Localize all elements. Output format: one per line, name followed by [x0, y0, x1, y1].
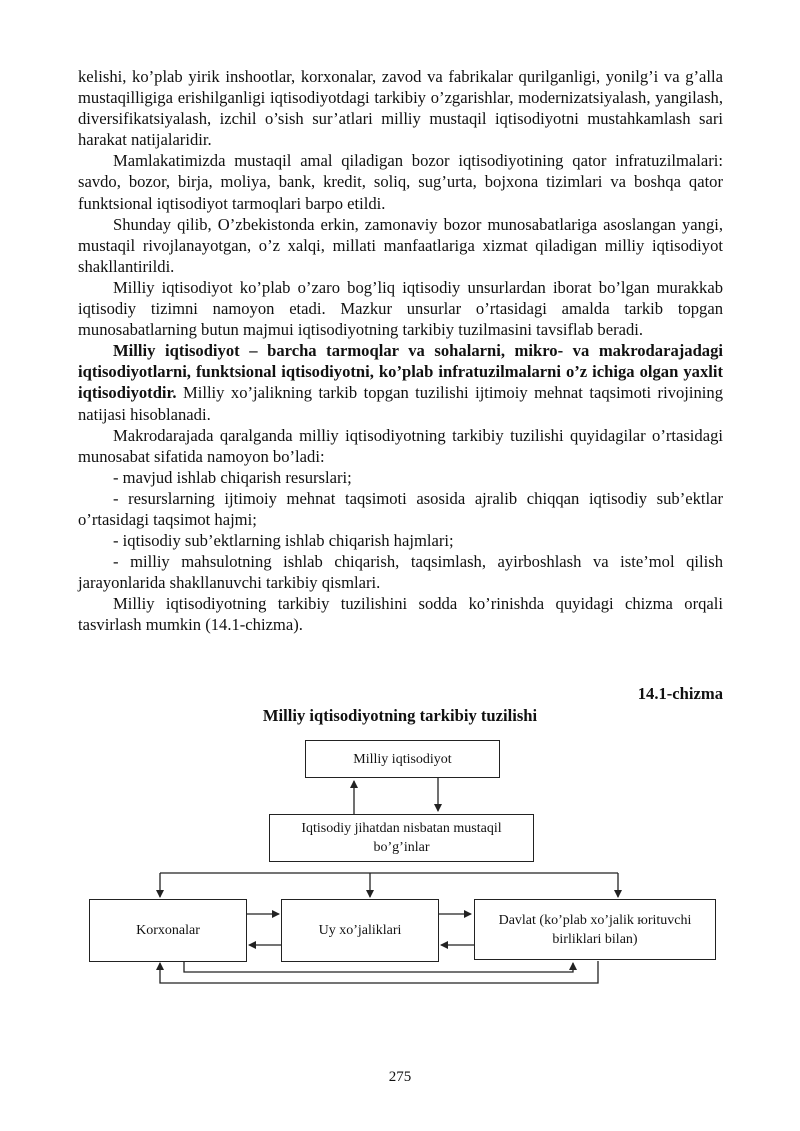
list-item: - iqtisodiy sub’ektlarning ishlab chiqarish hajmlari;: [113, 531, 454, 551]
paragraph: Shunday qilib, O’zbekistonda erkin, zamonaviy bozor munosabatlariga asoslangan yangi, mustaqil rivojlanayotgan, o’z xalqi, millati manfaatlariga xizmat qiladigan milliy iqtisodiyot shakllantirildi.: [78, 214, 723, 276]
paragraph: Mamlakatimizda mustaqil amal qiladigan bozor iqtisodiyotining qator infratuzilmalari: savdo, bozor, birja, moliya, bank, kredit, soliq, sug’urta, bojxona tizimlari va boshqa qator funktsional iqtisodiyot tarmoqlari barpo etildi.: [78, 151, 723, 213]
box-milliy-iqtisodiyot: Milliy iqtisodiyot: [305, 740, 500, 778]
definition-rest: Milliy xo’jalikning tarkib topgan tuzilishi ijtimoiy mehnat taqsimoti rivojining natijasi hisoblanadi.: [78, 383, 723, 424]
paragraph: Milliy iqtisodiyotning tarkibiy tuzilishini sodda ko’rinishda quyidagi chizma orqali tasvirlash mumkin (14.1-chizma).: [78, 594, 723, 635]
figure-title: Milliy iqtisodiyotning tarkibiy tuzilishi: [262, 706, 538, 725]
box-uy-xojaliklari: Uy xo’jaliklari: [281, 899, 439, 962]
figure-number: 14.1-chizma: [637, 684, 723, 703]
page-number: 275: [388, 1069, 412, 1085]
list-item: - mavjud ishlab chiqarish resurslari;: [113, 467, 352, 487]
paragraph: Makrodarajada qaralganda milliy iqtisodiyotning tarkibiy tuzilishi quyidagilar o’rtasidagi munosabat sifatida namoyon bo’ladi:: [78, 425, 723, 466]
paragraph: Milliy iqtisodiyot ko’plab o’zaro bog’liq iqtisodiy unsurlardan iborat bo’lgan murakkab iqtisodiy tizimni namoyon etadi. Mazkur unsurlar o’rtasidagi amalda tarkib topgan munosabatlarning butun majmui iqtisodiyotning tarkibiy tuzilmasini tavsiflab beradi.: [78, 277, 723, 340]
paragraph: kelishi, ko’plab yirik inshootlar, korxonalar, zavod va fabrikalar qurilganligi, yonilg’i va g’alla mustaqilligiga erishilganligi iqtisodiyotdagi tarkibiy o’zgarishlar, modernizatsiyalash, yangilash, diversifikatsiyalash, izchil o’sish sur’atlari milliy mustaqil iqtisodiyotni mustahkamlash sari harakat natijalaridir.: [78, 67, 723, 150]
box-davlat: Davlat (ko’plab xo’jalik юrituvchi birliklari bilan): [474, 899, 716, 960]
box-korxonalar: Korxonalar: [89, 899, 247, 962]
loop-connector: [184, 961, 573, 972]
box-mustaqil-boginlar: Iqtisodiy jihatdan nisbatan mustaqil bo’g’inlar: [269, 814, 534, 862]
definition-bold: Milliy iqtisodiyot – barcha tarmoqlar va sohalarni, mikro- va makrodarajadagi iqtisodiyotlarni, funktsional iqtisodiyotni, ko’plab infratuzilmalarni o’z ichiga olgan yaxlit iqtisodiyotdir.: [78, 341, 723, 403]
list-item: - resurslarning ijtimoiy mehnat taqsimoti asosida ajralib chiqqan iqtisodiy sub’ektlar o’rtasidagi taqsimot hajmi;: [78, 488, 723, 529]
list-item: - milliy mahsulotning ishlab chiqarish, taqsimlash, ayirboshlash va iste’mol qilish jarayonlarida shakllanuvchi tarkibiy qismlari.: [78, 552, 723, 593]
